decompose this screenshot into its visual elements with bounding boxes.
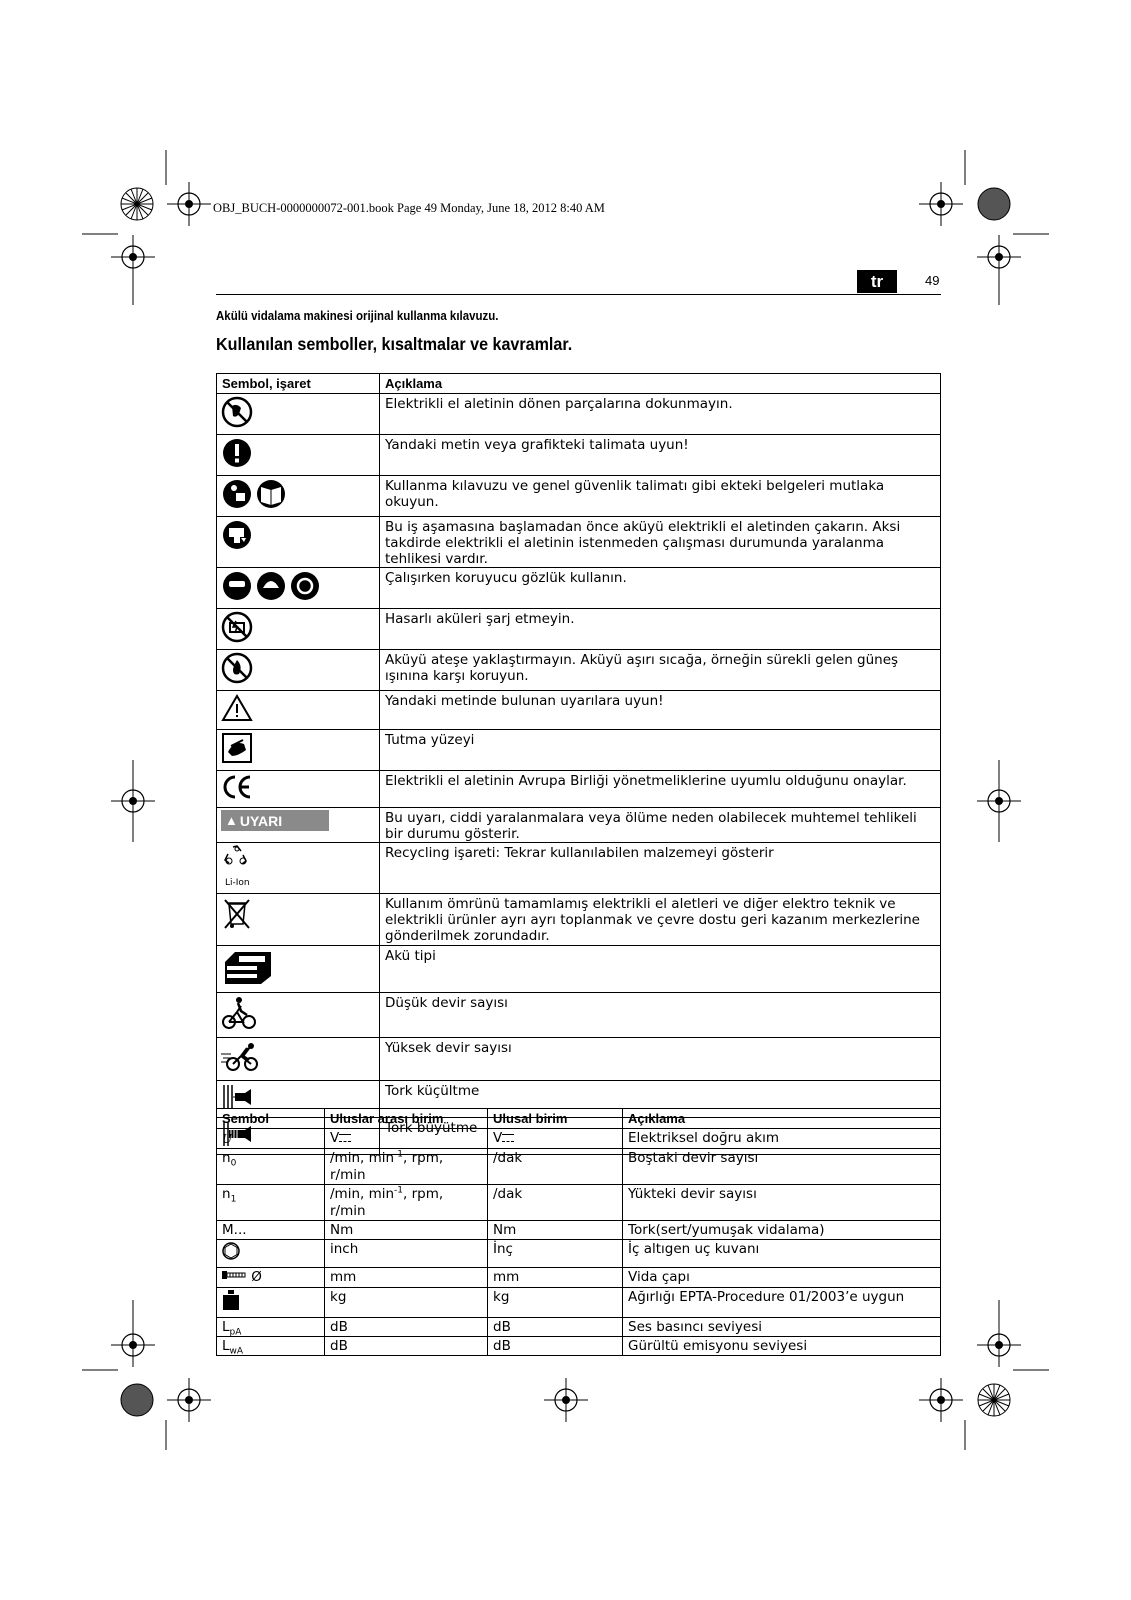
section-title: Kullanılan semboller, kısaltmalar ve kavramlar. bbox=[216, 334, 573, 354]
low-speed-bicycle-icon bbox=[221, 995, 257, 1031]
unit-description: Ses basıncı seviyesi bbox=[623, 1318, 941, 1337]
symbol-description: Yandaki metinde bulunan uyarılara uyun! bbox=[380, 691, 941, 730]
intl-unit: dB bbox=[325, 1337, 488, 1356]
table-row bbox=[217, 1185, 941, 1221]
table-row bbox=[217, 1149, 941, 1185]
print-info-line: OBJ_BUCH-0000000072-001.book Page 49 Monday, June 18, 2012 8:40 AM bbox=[213, 201, 605, 215]
unit-symbol-subscript: pA bbox=[229, 1327, 242, 1338]
table-row bbox=[217, 476, 941, 517]
symbol-description: Tutma yüzeyi bbox=[380, 730, 941, 771]
warning-triangle-icon bbox=[221, 693, 253, 723]
table-row bbox=[217, 394, 941, 435]
column-header: Ulusal birim bbox=[488, 1109, 623, 1129]
grip-surface-icon bbox=[221, 732, 253, 764]
table-row bbox=[217, 568, 941, 609]
intl-unit: Nm bbox=[325, 1221, 488, 1240]
intl-unit: mm bbox=[325, 1268, 488, 1288]
table-row bbox=[217, 691, 941, 730]
unit-symbol: L bbox=[222, 1338, 230, 1354]
table-row bbox=[217, 771, 941, 808]
read-manual-icon bbox=[221, 478, 287, 510]
symbol-description: Hasarlı aküleri şarj etmeyin. bbox=[380, 609, 941, 650]
mandatory-exclamation-icon bbox=[221, 437, 253, 469]
unit-description: İç altıgen uç kuvanı bbox=[623, 1240, 941, 1268]
manual-subtitle: Akülü vidalama makinesi orijinal kullanma kılavuzu. bbox=[216, 309, 499, 323]
table-header-row bbox=[217, 374, 941, 394]
no-fire-battery-icon bbox=[221, 652, 253, 684]
unit-symbol-subscript: 1 bbox=[230, 1194, 237, 1205]
table-row bbox=[217, 1268, 941, 1288]
unit-symbol-subscript: 0 bbox=[230, 1158, 237, 1169]
no-touch-rotating-icon bbox=[221, 396, 253, 428]
table-row bbox=[217, 993, 941, 1038]
symbol-description: Bu uyarı, ciddi yaralanmalara veya ölüme neden olabilecek muhtemel tehlikeli bir durumu gösterir. bbox=[380, 808, 941, 843]
warning-label-text: UYARI bbox=[239, 812, 283, 829]
li-ion-label: Li-Ion bbox=[225, 878, 250, 888]
column-header: Açıklama bbox=[380, 374, 941, 394]
table-row bbox=[217, 1038, 941, 1081]
unit-description: Yükteki devir sayısı bbox=[623, 1185, 941, 1221]
column-header: Sembol bbox=[217, 1109, 325, 1129]
ce-mark-icon bbox=[221, 773, 253, 801]
no-charge-damaged-battery-icon bbox=[221, 611, 253, 643]
crossed-bin-icon bbox=[221, 896, 253, 932]
national-unit: V bbox=[493, 1130, 503, 1146]
table-row bbox=[217, 1337, 941, 1356]
national-unit: dB bbox=[488, 1337, 623, 1356]
table-row bbox=[217, 730, 941, 771]
symbol-description: Düşük devir sayısı bbox=[380, 993, 941, 1038]
table-row bbox=[217, 650, 941, 691]
unit-symbol: M... bbox=[217, 1221, 325, 1240]
unit-description: Boştaki devir sayısı bbox=[623, 1149, 941, 1185]
unit-symbol: U bbox=[222, 1131, 232, 1146]
high-speed-bicycle-icon bbox=[221, 1040, 261, 1074]
table-row bbox=[217, 1129, 941, 1149]
national-unit: Nm bbox=[488, 1221, 623, 1240]
national-unit: dB bbox=[488, 1318, 623, 1337]
intl-unit: /min, min bbox=[330, 1150, 395, 1166]
symbol-description: Tork büyütme bbox=[380, 1118, 941, 1155]
dc-symbol-icon bbox=[339, 1134, 351, 1142]
protective-goggles-icon bbox=[221, 570, 321, 602]
unit-description: Gürültü emisyonu seviyesi bbox=[623, 1337, 941, 1356]
unit-symbol: L bbox=[222, 1319, 230, 1335]
symbol-description: Recycling işareti: Tekrar kullanılabilen malzemeyi gösterir bbox=[380, 843, 941, 894]
table-row bbox=[217, 946, 941, 993]
intl-unit: dB bbox=[325, 1318, 488, 1337]
table-row bbox=[217, 517, 941, 568]
hex-socket-icon bbox=[221, 1241, 241, 1261]
table-row bbox=[217, 435, 941, 476]
page-number: 49 bbox=[925, 273, 940, 288]
intl-unit: kg bbox=[325, 1288, 488, 1318]
intl-unit: inch bbox=[325, 1240, 488, 1268]
unit-description: Ağırlığı EPTA-Procedure 01/2003’e uygun bbox=[623, 1288, 941, 1318]
national-unit: İnç bbox=[488, 1240, 623, 1268]
table-row bbox=[217, 1288, 941, 1318]
symbol-description: Kullanım ömrünü tamamlamış elektrikli el aletleri ve diğer elektro teknik ve elektrikli ürünler ayrı ayrı toplanmak ve çevre dostu geri kazanım merkezlerine gönderilmek zorundadır. bbox=[380, 894, 941, 946]
table-row bbox=[217, 1240, 941, 1268]
symbol-description: Akü tipi bbox=[380, 946, 941, 993]
table-row bbox=[217, 1221, 941, 1240]
symbol-description: Tork küçültme bbox=[380, 1081, 941, 1118]
screw-diameter-icon bbox=[221, 1269, 247, 1281]
dc-symbol-icon bbox=[502, 1134, 514, 1142]
table-row bbox=[217, 1318, 941, 1337]
units-table bbox=[216, 1108, 941, 1356]
unit-symbol-subscript: wA bbox=[229, 1346, 244, 1357]
national-unit: kg bbox=[488, 1288, 623, 1318]
unit-symbol: n bbox=[222, 1186, 231, 1202]
national-unit: /dak bbox=[488, 1149, 623, 1185]
table-header-row bbox=[217, 1109, 941, 1129]
weight-icon bbox=[221, 1289, 241, 1311]
unit-description: Vida çapı bbox=[623, 1268, 941, 1288]
unit-description: Elektriksel doğru akım bbox=[623, 1129, 941, 1149]
intl-unit: V bbox=[330, 1130, 340, 1146]
national-unit: /dak bbox=[488, 1185, 623, 1221]
unit-description: Tork(sert/yumuşak vidalama) bbox=[623, 1221, 941, 1240]
warning-label bbox=[221, 810, 329, 831]
header-rule bbox=[216, 294, 941, 295]
intl-unit: /min, min bbox=[330, 1186, 395, 1202]
symbol-description: Yandaki metin veya grafikteki talimata uyun! bbox=[380, 435, 941, 476]
symbol-description: Kullanma kılavuzu ve genel güvenlik talimatı gibi ekteki belgeleri mutlaka okuyun. bbox=[380, 476, 941, 517]
column-header: Uluslar arası birim bbox=[325, 1109, 488, 1129]
intl-unit-rest: , rpm, r/min bbox=[330, 1186, 444, 1219]
symbol-description: Çalışırken koruyucu gözlük kullanın. bbox=[380, 568, 941, 609]
table-row bbox=[217, 894, 941, 946]
battery-pack-icon bbox=[221, 948, 277, 986]
table-row bbox=[217, 808, 941, 843]
table-row bbox=[217, 843, 941, 894]
symbol-description: Aküyü ateşe yaklaştırmayın. Aküyü aşırı sıcağa, örneğin sürekli gelen güneş ışınına karşı koruyun. bbox=[380, 650, 941, 691]
diameter-symbol: Ø bbox=[251, 1269, 262, 1285]
torque-decrease-icon bbox=[221, 1083, 257, 1111]
warning-triangle-icon: ▲ bbox=[225, 812, 238, 828]
language-badge: tr bbox=[857, 270, 897, 293]
symbol-description: Yüksek devir sayısı bbox=[380, 1038, 941, 1081]
national-unit: mm bbox=[488, 1268, 623, 1288]
remove-battery-icon bbox=[221, 519, 253, 551]
symbol-description: Elektrikli el aletinin dönen parçalarına dokunmayın. bbox=[380, 394, 941, 435]
symbols-table bbox=[216, 373, 941, 1155]
symbol-description: Elektrikli el aletinin Avrupa Birliği yönetmeliklerine uyumlu olduğunu onaylar. bbox=[380, 771, 941, 808]
column-header: Açıklama bbox=[623, 1109, 941, 1129]
symbol-description: Bu iş aşamasına başlamadan önce aküyü elektrikli el aletinden çakarın. Aksi takdirde elektrikli el aletinin istenmeden çalışması durumunda yaralanma tehlikesi vardır. bbox=[380, 517, 941, 568]
intl-unit-superscript: -1 bbox=[394, 1149, 404, 1160]
unit-symbol: n bbox=[222, 1150, 231, 1166]
column-header: Sembol, işaret bbox=[217, 374, 380, 394]
table-row bbox=[217, 609, 941, 650]
intl-unit-rest: , rpm, r/min bbox=[330, 1150, 444, 1183]
intl-unit-superscript: -1 bbox=[394, 1185, 404, 1196]
recycling-li-ion-icon bbox=[221, 845, 253, 871]
